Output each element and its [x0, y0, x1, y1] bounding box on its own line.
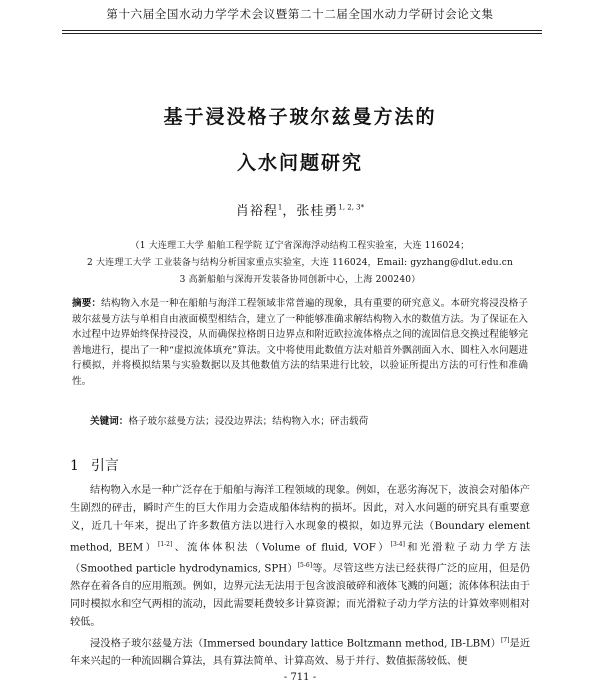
citation: [5-6] — [297, 562, 313, 570]
paragraph-text: 结构物入水是一种广泛存在于船舶与海洋工程领域的现象。例如，在恶劣海况下，波浪会对船体产生剧烈的砰击，瞬时产生的巨大作用力会造成船体结构的损坏。因此，对入水问题的研究具有重要意义，近几十年来，提出了许多数值方法以进行入水现象的模拟，如边界元法（Boundary element method, BEM） — [70, 485, 530, 554]
paragraph — [70, 482, 530, 632]
author-separator: ， — [282, 204, 297, 219]
paragraph-text: 浸没格子玻尔兹曼方法（Immersed boundary lattice Boltzmann method, IB-LBM） — [90, 638, 501, 650]
header-rule — [62, 30, 542, 31]
affiliation-line: （1 大连理工大学 船舶工程学院 辽宁省深海浮动结构工程实验室，大连 116024； — [130, 241, 470, 251]
citation: [3-4] — [390, 540, 405, 548]
author-affiliation-mark: 1 — [277, 203, 283, 212]
paragraph — [70, 632, 530, 671]
paragraph-text: 、流体体积法（Volume of fluid, VOF） — [172, 542, 391, 554]
abstract — [72, 296, 528, 390]
paragraph-text: 是近年来兴起的一种流固耦合算法，具有算法简单、计算高效、易于并行、数值振荡较低、便 — [70, 638, 531, 668]
affiliation-line: 2 大连理工大学 工业装备与结构分析国家重点实验室，大连 116024，Email: gyzhang@dlut.edu.cn — [87, 258, 513, 268]
paragraph-text: 和光滑粒子动力学方法（Smoothed particle hydrodynamics, SPH） — [70, 542, 531, 575]
citation: [7] — [500, 637, 510, 645]
section-number: 1 — [70, 458, 79, 474]
author-list — [0, 200, 600, 219]
keywords-label: 关键词： — [90, 416, 129, 427]
body-text — [70, 482, 530, 671]
author-name: 张桂勇 — [296, 204, 339, 219]
abstract-label: 摘要： — [72, 298, 102, 309]
paper-title-line1: 基于浸没格子玻尔兹曼方法的 — [163, 106, 437, 128]
citation: [1-2] — [157, 540, 173, 548]
keywords-text: 格子玻尔兹曼方法；浸没边界法；结构物入水；砰击载荷 — [128, 416, 369, 427]
section-heading — [70, 455, 119, 475]
keywords — [90, 413, 530, 427]
header-rule-thin — [62, 33, 542, 34]
running-header: 第十六届全国水动力学学术会议暨第二十二届全国水动力学研讨会论文集 — [106, 7, 494, 21]
affiliation-line: 3 高新船舶与深海开发装备协同创新中心，上海 200240） — [179, 275, 421, 285]
author-name: 肖裕程 — [235, 204, 278, 219]
page-number: - 711 - — [283, 672, 317, 683]
section-title: 引言 — [90, 458, 119, 474]
abstract-text: 结构物入水是一种在船舶与海洋工程领域非常普遍的现象，具有重要的研究意义。本研究将浸没格子玻尔兹曼方法与单相自由液面模型相结合，建立了一种能够准确求解结构物入水的数值方法。为了保证在入水过程中边界始终保持浸没，从而确保拉格朗日边界点和附近欧拉流体格点之间的流固信息交换过程能够完善地进行，提出了一种“虚拟流体填充”算法。文中将使用此数值方法对船首外飘剖面入水、圆柱入水问题进行模拟，并将模拟结果与实验数据以及其他数值方法的结果进行比较，以验证所提出方法的可行性和准确性。 — [72, 298, 529, 387]
paper-title-line2: 入水问题研究 — [236, 152, 363, 174]
author-affiliation-mark: 1, 2, 3* — [338, 203, 365, 212]
paragraph-text: 等。尽管这些方法已经获得广泛的应用，但是仍然存在着各自的应用瓶颈。例如，边界元法无法用于包含波浪破碎和液体飞溅的问题；流体体积法由于同时模拟水和空气两相的流动，因此需要耗费较多计算资源；而光滑粒子动力学方法的计算效率则相对较低。 — [70, 563, 530, 629]
